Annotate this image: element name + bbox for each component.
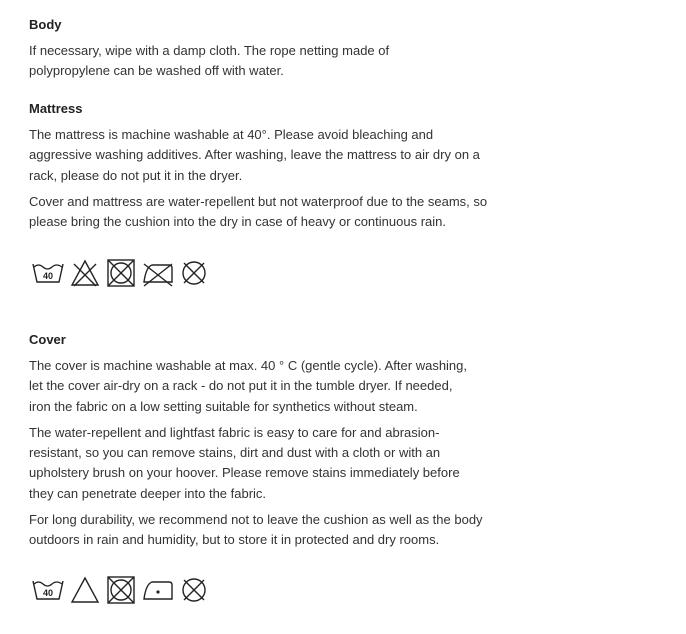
cover-section — [29, 330, 489, 551]
cover-paragraph-3: For long durability, we recommend not to leave the cushion as well as the body outdoors in rain and humidity, but to store it in protected and dry rooms. — [29, 512, 483, 548]
no-dry-clean-icon — [179, 575, 209, 605]
body-heading: Body — [29, 17, 62, 32]
bleach-allowed-icon — [69, 575, 101, 605]
svg-text:40: 40 — [42, 588, 54, 598]
iron-low-icon — [141, 575, 175, 605]
svg-text:40: 40 — [42, 271, 54, 281]
cover-paragraph-2: The water-repellent and lightfast fabric is easy to care for and abrasion-resistant, so you can remove stains, dirt and dust with a cloth or with an upholstery brush on your hoover. Please remove stains immediately before they can penetrate deeper into the fabric. — [29, 424, 460, 501]
wash-40-icon — [31, 258, 65, 288]
mattress-section — [29, 99, 489, 232]
body-paragraph-1: If necessary, wipe with a damp cloth. The rope netting made of polypropylene can be washed off with water. — [29, 43, 390, 79]
mattress-care-icons — [31, 258, 209, 288]
wash-40-icon — [31, 575, 65, 605]
cover-heading: Cover — [29, 332, 66, 347]
mattress-heading: Mattress — [29, 101, 83, 116]
mattress-paragraph-2: Cover and mattress are water-repellent but not waterproof due to the seams, so please bring the cushion into the dry in case of heavy or continuous rain. — [29, 193, 488, 230]
cover-care-icons — [31, 575, 209, 605]
no-iron-icon — [141, 258, 175, 288]
mattress-paragraph-1: The mattress is machine washable at 40°. Please avoid bleaching and aggressive washing additives. After washing, leave the mattress to air dry on a rack, please do not put it in the dryer. — [29, 127, 480, 183]
no-dry-clean-icon — [179, 258, 209, 288]
cover-paragraph-1: The cover is machine washable at max. 40 ° C (gentle cycle). After washing, let the cover air-dry on a rack - do not put it in the tumble dryer. If needed, iron the fabric on a low setting suitable for synthetics without steam. — [29, 358, 468, 414]
no-tumble-dry-icon — [105, 575, 137, 605]
no-bleach-icon — [69, 258, 101, 288]
no-tumble-dry-icon — [105, 258, 137, 288]
body-section — [29, 15, 489, 82]
